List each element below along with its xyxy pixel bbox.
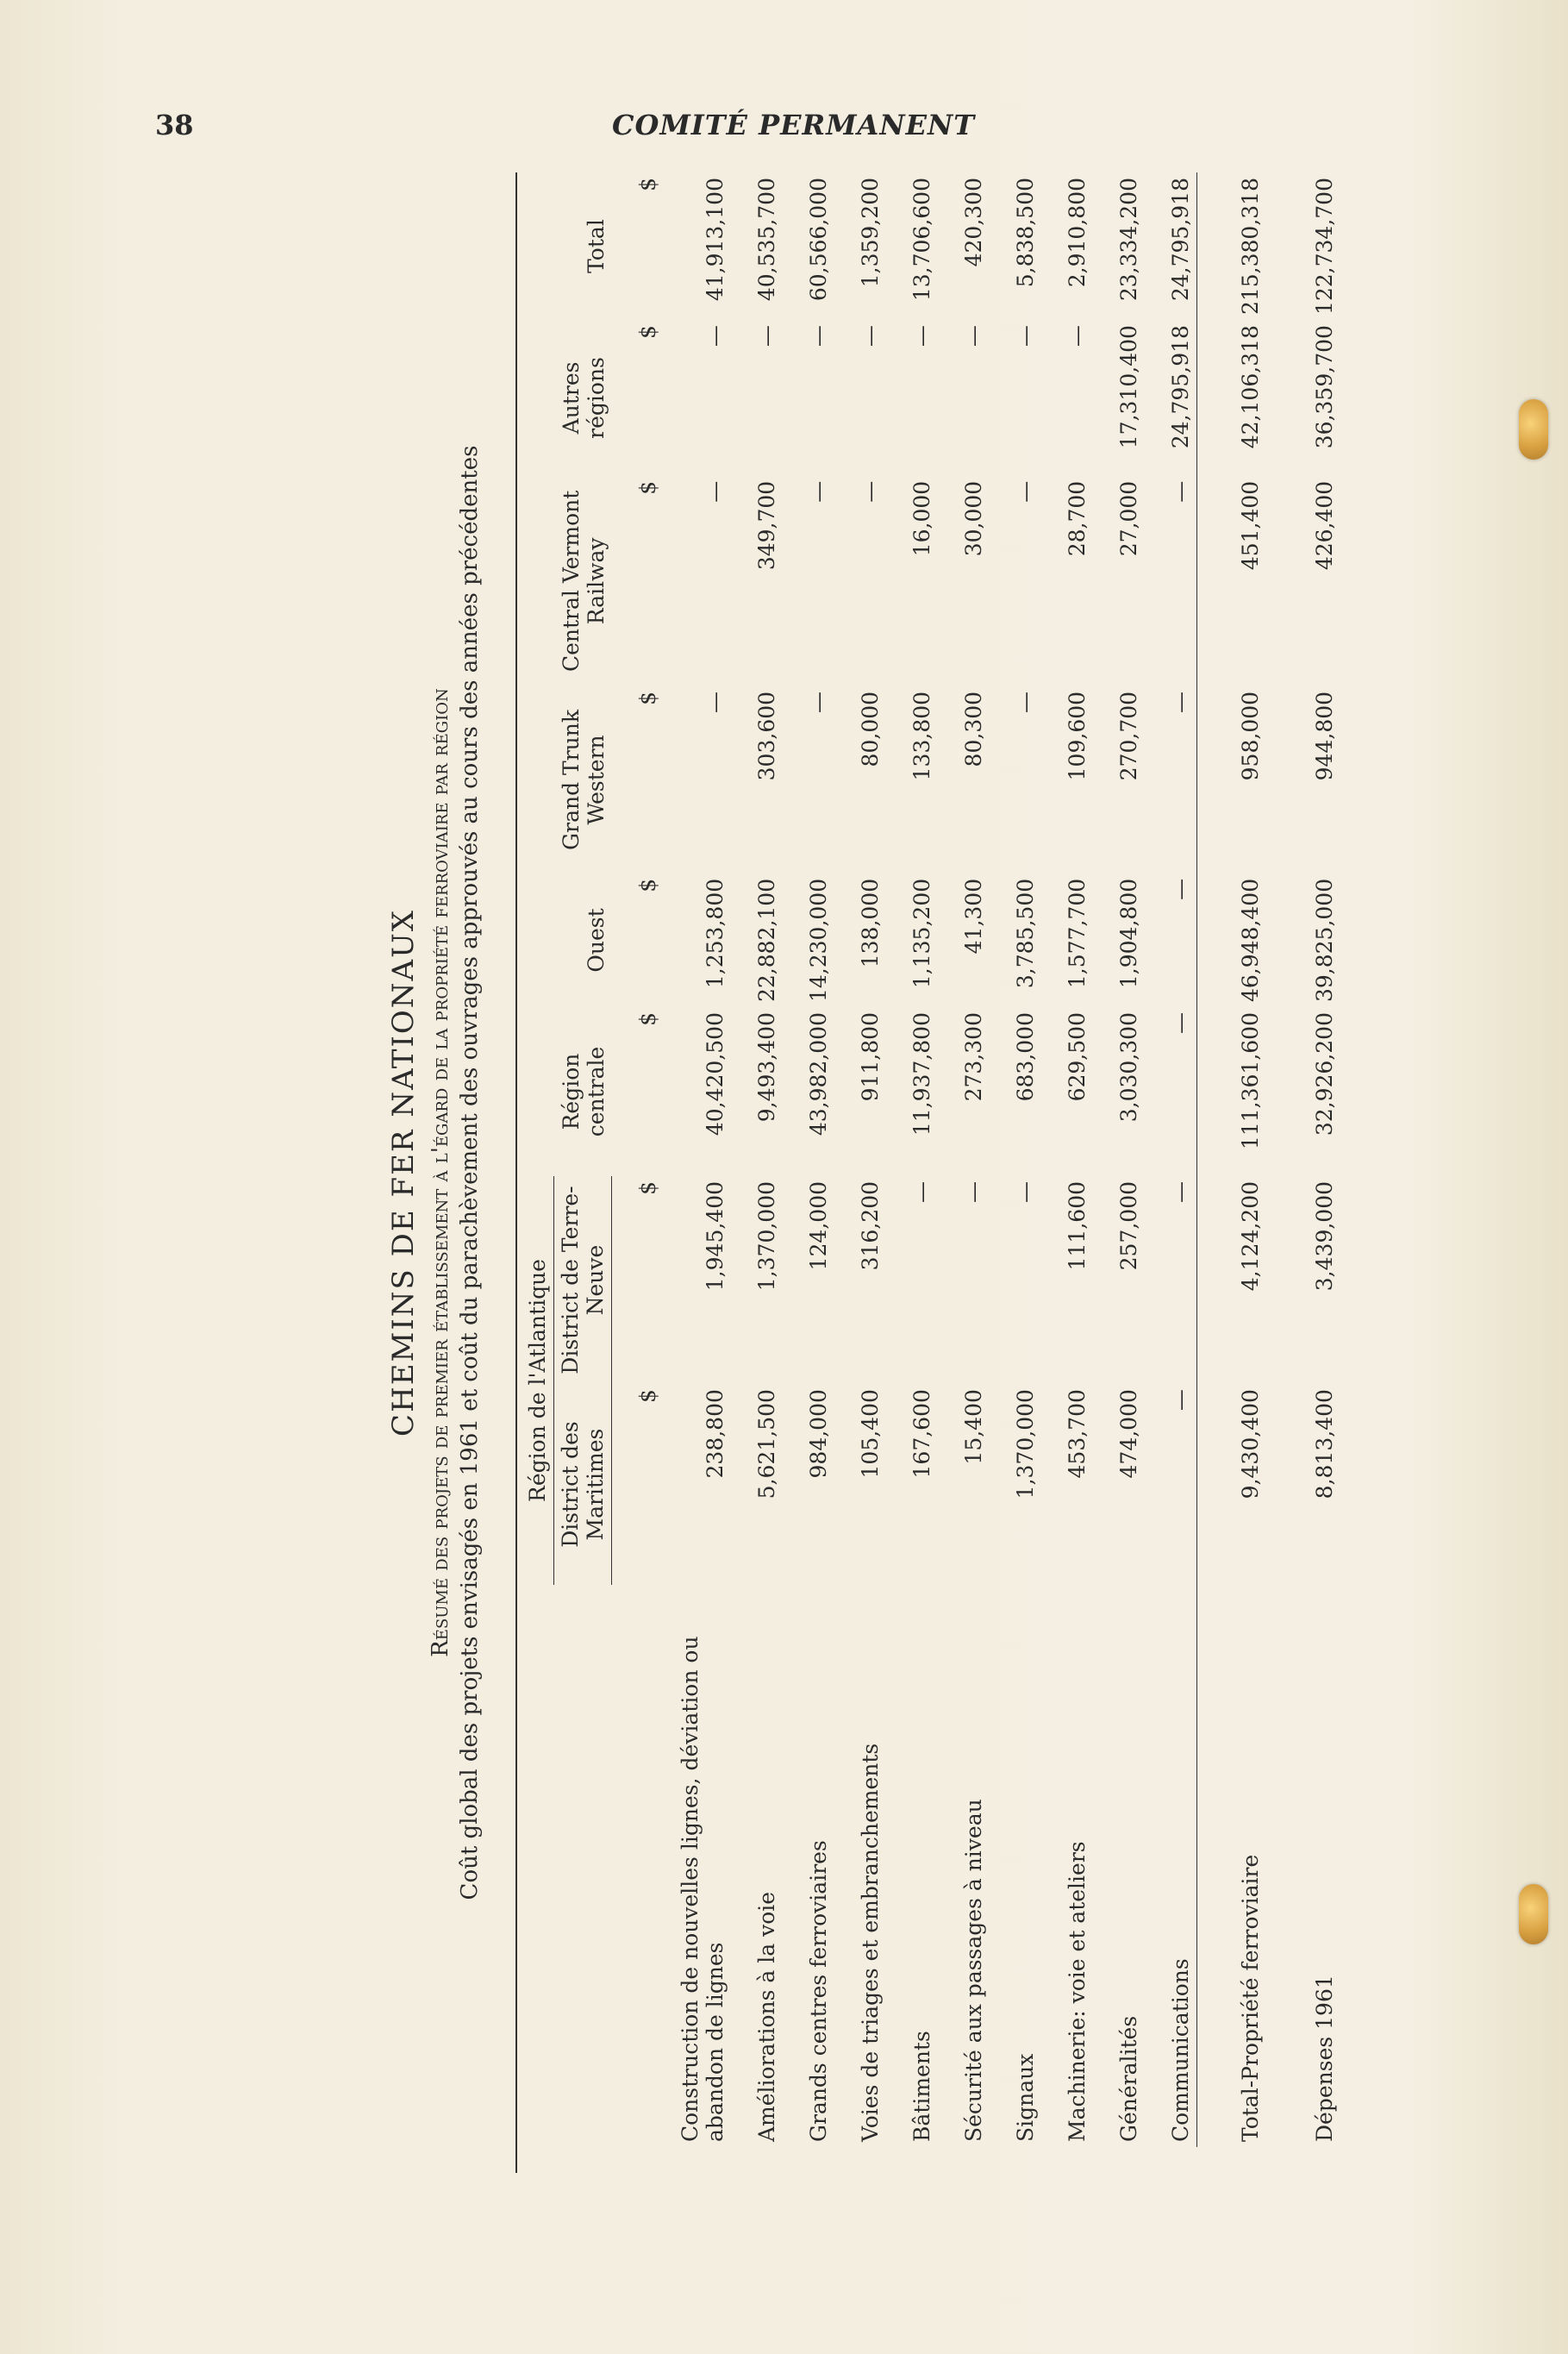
- running-title: COMITÉ PERMANENT: [612, 109, 976, 141]
- table-row: [886, 172, 938, 2147]
- cell-value: 122,734,700: [1312, 178, 1337, 316]
- row-label: Construction de nouvelles lignes, déviation ou abandon de lignes: [678, 1636, 728, 2142]
- col-header-total: Total: [583, 219, 609, 273]
- cell-value: —: [909, 325, 934, 347]
- cell-value: 911,800: [858, 1012, 883, 1102]
- table-titles: [379, 172, 509, 2173]
- total-row: [1197, 172, 1267, 2147]
- cell-value: —: [858, 480, 883, 503]
- binder-hole-top: [1519, 399, 1548, 460]
- cell-value: —: [1065, 325, 1090, 347]
- unit-label: $: [635, 178, 660, 191]
- table-row: [1093, 172, 1145, 2147]
- cell-value: —: [703, 325, 728, 347]
- unit-label: $: [635, 480, 660, 495]
- cell-value: 36,359,700: [1312, 325, 1337, 449]
- row-label: Grands centres ferroviaires: [806, 1840, 831, 2142]
- top-rule: [515, 172, 517, 2173]
- cell-value: —: [1013, 691, 1038, 713]
- page-number: 38: [155, 109, 194, 141]
- cell-value: 13,706,600: [909, 178, 934, 302]
- cell-value: 24,795,918: [1168, 178, 1193, 302]
- cell-value: 629,500: [1065, 1012, 1090, 1102]
- cell-value: —: [806, 691, 831, 713]
- cell-value: 105,400: [858, 1389, 883, 1479]
- cell-value: 238,800: [703, 1389, 728, 1479]
- col-header-gtw: Grand Trunk Western: [558, 709, 609, 850]
- table-row: [674, 172, 731, 2147]
- cell-value: 111,361,600: [1197, 1007, 1267, 1176]
- cell-value: 43,982,000: [806, 1012, 831, 1136]
- cell-value: 451,400: [1197, 476, 1267, 686]
- cell-value: 41,300: [961, 878, 986, 955]
- atlantic-region-header: Région de l'Atlantique: [522, 1176, 554, 1585]
- cell-value: 1,359,200: [858, 178, 883, 288]
- unit-label: $: [635, 1389, 660, 1403]
- cell-value: —: [703, 480, 728, 503]
- cell-value: 4,124,200: [1197, 1176, 1267, 1384]
- cell-value: 426,400: [1312, 480, 1337, 571]
- cell-value: 420,300: [961, 178, 986, 267]
- cell-value: 27,000: [1116, 480, 1141, 557]
- cell-value: —: [1168, 1389, 1193, 1412]
- cell-value: 1,370,000: [754, 1180, 779, 1292]
- cell-value: 5,838,500: [1013, 178, 1038, 288]
- cell-value: —: [1013, 325, 1038, 347]
- expenditure-table: [522, 172, 1340, 2147]
- cell-value: —: [961, 325, 986, 347]
- cell-value: 3,439,000: [1312, 1180, 1337, 1292]
- cell-value: 944,800: [1312, 691, 1337, 781]
- cell-value: —: [806, 325, 831, 347]
- cell-value: 1,370,000: [1013, 1389, 1038, 1499]
- cell-value: 9,493,400: [754, 1012, 779, 1123]
- cell-value: 60,566,000: [806, 178, 831, 302]
- cell-value: —: [1013, 480, 1038, 503]
- cell-value: 958,000: [1197, 686, 1267, 873]
- cell-value: —: [1168, 878, 1193, 900]
- cell-value: 111,600: [1065, 1180, 1090, 1271]
- cell-value: 138,000: [858, 878, 883, 968]
- cell-value: 316,200: [858, 1180, 883, 1271]
- cell-value: 1,577,700: [1065, 878, 1090, 989]
- cell-value: 257,000: [1116, 1180, 1141, 1271]
- row-label: Total-Propriété ferroviaire: [1197, 1585, 1267, 2147]
- unit-label: $: [635, 878, 660, 892]
- cell-value: —: [754, 325, 779, 347]
- cell-value: 1,135,200: [909, 878, 934, 989]
- col-header-newfoundland: District de Terre-Neuve: [554, 1176, 612, 1384]
- cell-value: —: [858, 325, 883, 347]
- cell-value: —: [1168, 1012, 1193, 1035]
- cell-value: 453,700: [1065, 1389, 1090, 1479]
- row-label: Généralités: [1116, 2015, 1141, 2142]
- col-header-maritimes: District des Maritimes: [554, 1384, 612, 1585]
- col-header-cv: Central Vermont Railway: [558, 490, 609, 673]
- cell-value: —: [1168, 480, 1193, 503]
- table-row: [990, 172, 1041, 2147]
- row-label: Sécurité aux passages à niveau: [961, 1799, 986, 2142]
- cell-value: —: [961, 1180, 986, 1203]
- cell-value: 5,621,500: [754, 1389, 779, 1499]
- cell-value: 80,300: [961, 691, 986, 767]
- cell-value: 1,904,800: [1116, 878, 1141, 989]
- table-row: [834, 172, 886, 2147]
- cell-value: 133,800: [909, 691, 934, 781]
- cell-value: 8,813,400: [1312, 1389, 1337, 1499]
- cell-value: 17,310,400: [1116, 325, 1141, 449]
- row-label: Signaux: [1013, 2053, 1038, 2142]
- table-title: CHEMINS DE FER NATIONAUX: [386, 909, 421, 1437]
- description-header: [522, 1585, 612, 2147]
- unit-label: $: [635, 325, 660, 339]
- row-label: Dépenses 1961: [1312, 1975, 1337, 2142]
- cell-value: —: [1013, 1180, 1038, 1203]
- cell-value: 1,945,400: [703, 1180, 728, 1292]
- cell-value: 42,106,318: [1197, 320, 1267, 476]
- cell-value: 124,000: [806, 1180, 831, 1271]
- page-header: [155, 103, 1431, 155]
- table-subtitle: Résumé des projets de premier établissement à l'égard de la propriété ferroviaire par région: [428, 688, 453, 1657]
- cell-value: 16,000: [909, 480, 934, 557]
- cell-value: 3,785,500: [1013, 878, 1038, 989]
- cell-value: 40,420,500: [703, 1012, 728, 1136]
- table-row: [1145, 172, 1197, 2147]
- table-body: [612, 172, 1341, 2147]
- table-row: [783, 172, 834, 2147]
- cell-value: 28,700: [1065, 480, 1090, 557]
- row-label: Bâtiments: [909, 2031, 934, 2142]
- binder-hole-bottom: [1519, 1884, 1548, 1944]
- table-caption: Coût global des projets envisagés en 1961 et coût du parachèvement des ouvrages approuvés au cours des années précédentes: [457, 445, 483, 1900]
- cell-value: —: [806, 480, 831, 503]
- row-label: Communications: [1168, 1958, 1193, 2142]
- cell-value: —: [1168, 691, 1193, 713]
- col-header-west: Ouest: [583, 908, 609, 973]
- row-label: Machinerie: voie et ateliers: [1065, 1841, 1090, 2142]
- cell-value: 32,926,200: [1312, 1012, 1337, 1136]
- table-row: [731, 172, 783, 2147]
- col-header-other: Autres régions: [558, 357, 609, 439]
- row-label: Améliorations à la voie: [754, 1891, 779, 2142]
- cell-value: —: [1168, 1180, 1193, 1203]
- cell-value: 23,334,200: [1116, 178, 1141, 302]
- cell-value: 9,430,400: [1197, 1384, 1267, 1585]
- unit-label: $: [635, 1012, 660, 1026]
- cell-value: 41,913,100: [703, 178, 728, 302]
- cell-value: —: [703, 691, 728, 713]
- col-header-central: Région centrale: [558, 1046, 609, 1137]
- cell-value: 11,937,800: [909, 1012, 934, 1136]
- cell-value: 1,253,800: [703, 878, 728, 989]
- cell-value: 30,000: [961, 480, 986, 557]
- cell-value: 24,795,918: [1168, 325, 1193, 449]
- cell-value: 80,000: [858, 691, 883, 767]
- cell-value: 303,600: [754, 691, 779, 781]
- cell-value: 683,000: [1013, 1012, 1038, 1102]
- cell-value: 270,700: [1116, 691, 1141, 781]
- unit-label: $: [635, 691, 660, 705]
- cell-value: 39,825,000: [1312, 878, 1337, 1003]
- cell-value: 2,910,800: [1065, 178, 1090, 288]
- spending-row: [1266, 172, 1340, 2147]
- rotated-table-region: [379, 172, 1396, 2173]
- cell-value: 40,535,700: [754, 178, 779, 302]
- cell-value: —: [909, 1180, 934, 1203]
- table-row: [1041, 172, 1093, 2147]
- table-row: [938, 172, 990, 2147]
- cell-value: 109,600: [1065, 691, 1090, 781]
- cell-value: 474,000: [1116, 1389, 1141, 1479]
- cell-value: 22,882,100: [754, 878, 779, 1003]
- cell-value: 349,700: [754, 480, 779, 571]
- unit-label: $: [635, 1180, 660, 1195]
- cell-value: 215,380,318: [1197, 172, 1267, 320]
- cell-value: 273,300: [961, 1012, 986, 1102]
- cell-value: 167,600: [909, 1389, 934, 1479]
- cell-value: 984,000: [806, 1389, 831, 1479]
- cell-value: 15,400: [961, 1389, 986, 1465]
- cell-value: 3,030,300: [1116, 1012, 1141, 1123]
- row-label: Voies de triages et embranchements: [858, 1743, 883, 2142]
- cell-value: 46,948,400: [1197, 873, 1267, 1007]
- cell-value: 14,230,000: [806, 878, 831, 1003]
- units-row: [612, 172, 675, 2147]
